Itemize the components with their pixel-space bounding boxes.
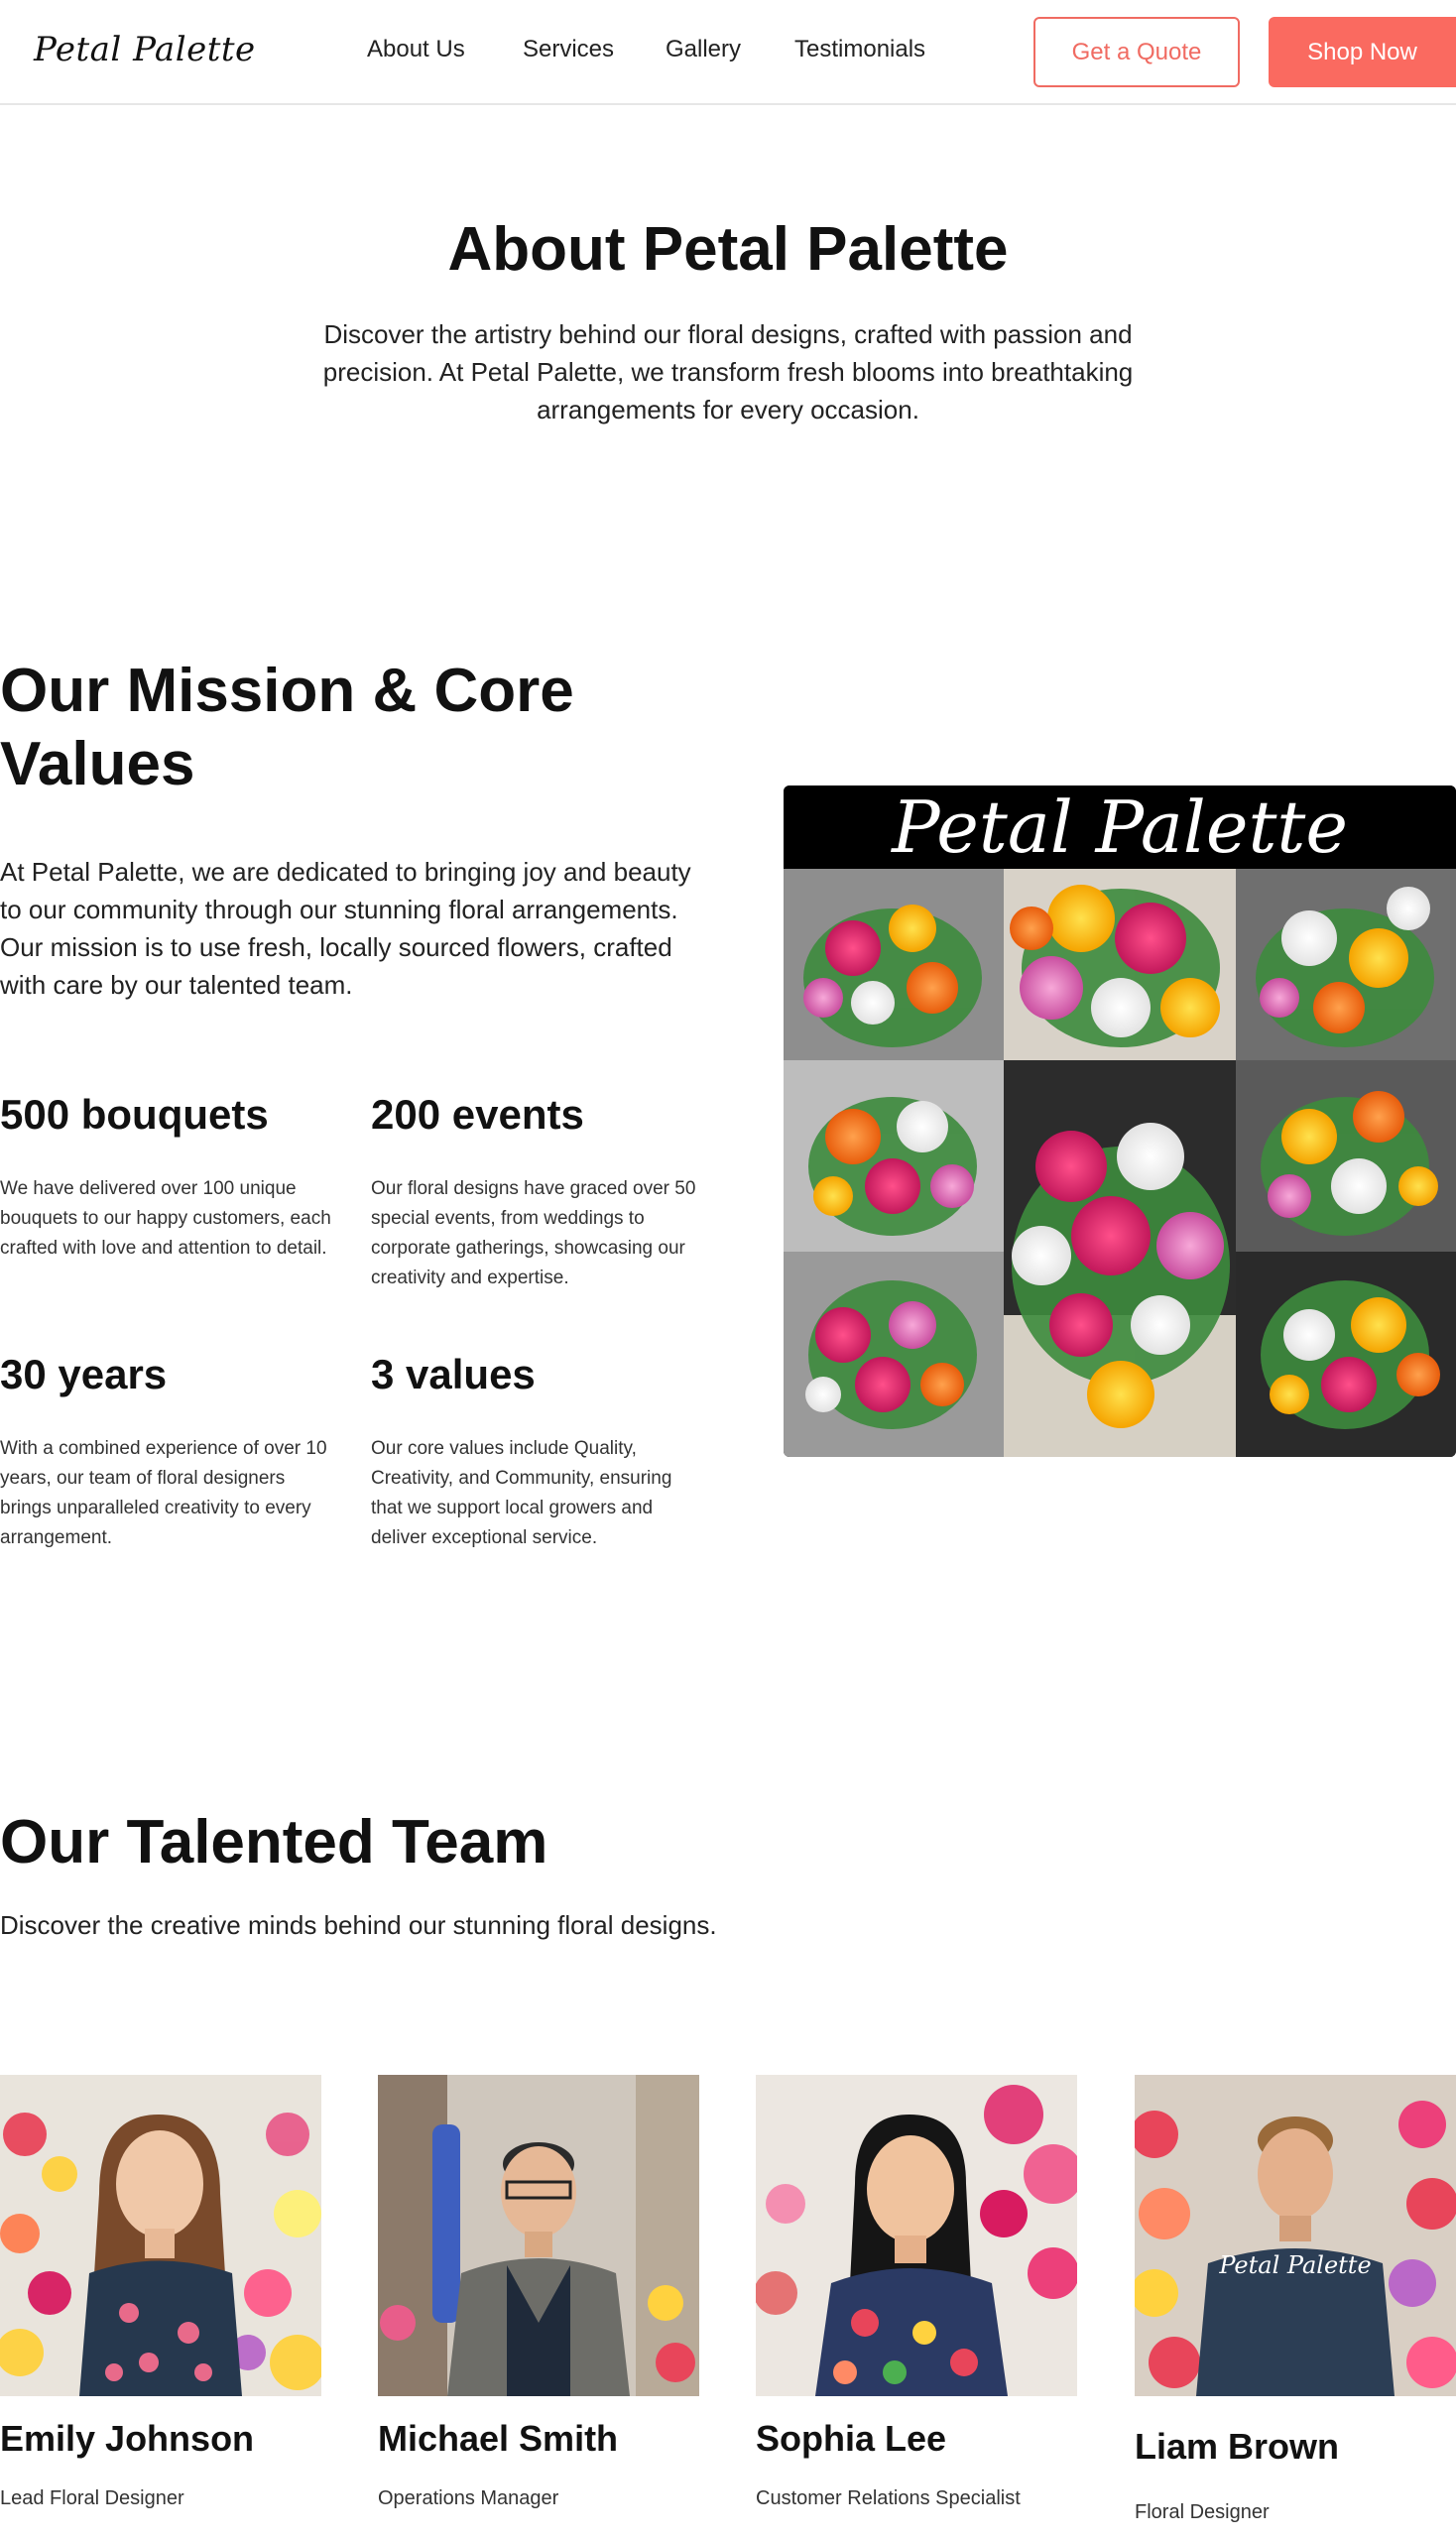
get-a-quote-button[interactable]: Get a Quote [1033,17,1240,87]
team-photo-liam [1135,2075,1456,2396]
team-photo-michael [378,2075,699,2396]
site-logo[interactable]: Petal Palette [34,30,256,69]
stat-values-value: 3 values [371,1351,536,1397]
bouquet-collage-image [784,786,1456,1457]
page-title: About Petal Palette [447,215,1009,284]
shop-now-button[interactable]: Shop Now [1269,17,1456,87]
stat-bouquets-value: 500 bouquets [0,1091,269,1138]
shirt-logo-text: Petal Palette [1219,2251,1372,2279]
stat-bouquets-desc: We have delivered over 100 unique bouquets to our happy customers, each crafted with love and attention to detail. [0,1178,331,1259]
hero-description: Discover the artistry behind our floral designs, crafted with passion and precision. At Petal Palette, we transform fresh blooms into breathtaking arrangements for every occasion. [322,319,1134,424]
mission-description: At Petal Palette, we are dedicated to bringing joy and beauty to our community through our stunning floral arrangements. Our mission is to use fresh, locally sourced flowers, crafted with care by our talented team. [0,857,691,1000]
stat-events-value: 200 events [371,1091,584,1138]
stat-values-desc: Our core values include Quality, Creativity, and Community, ensuring that we support local growers and deliver exceptional service. [371,1438,672,1548]
stat-years-desc: With a combined experience of over 10 years, our team of floral designers brings unparalleled creativity to every arrangement. [0,1438,327,1548]
nav-about-us[interactable]: About Us [367,36,465,62]
team-photo-sophia [756,2075,1077,2396]
nav-gallery[interactable]: Gallery [666,36,742,62]
team-member-name: Sophia Lee [756,2418,947,2459]
team-member-role: Lead Floral Designer [0,2487,184,2509]
stat-events-desc: Our floral designs have graced over 50 special events, from weddings to corporate gatherings, showcasing our creativity and expertise. [371,1178,696,1288]
team-member-name: Liam Brown [1135,2426,1340,2467]
team-member-role: Customer Relations Specialist [756,2487,1021,2509]
nav-services[interactable]: Services [523,36,615,62]
nav-testimonials[interactable]: Testimonials [794,36,926,62]
image-banner-text: Petal Palette [784,786,1456,869]
team-subtitle: Discover the creative minds behind our stunning floral designs. [0,1910,717,1940]
team-member-role: Operations Manager [378,2487,559,2509]
team-member-name: Emily Johnson [0,2418,255,2459]
mission-heading: Our Mission & Core Values [0,657,574,798]
bouquet-grid-illustration [784,869,1456,1457]
team-member-role: Floral Designer [1135,2501,1270,2523]
team-heading: Our Talented Team [0,1808,548,1876]
site-header [0,0,1456,105]
team-photo-emily [0,2075,321,2396]
stat-years-value: 30 years [0,1351,168,1397]
team-member-name: Michael Smith [378,2418,619,2459]
